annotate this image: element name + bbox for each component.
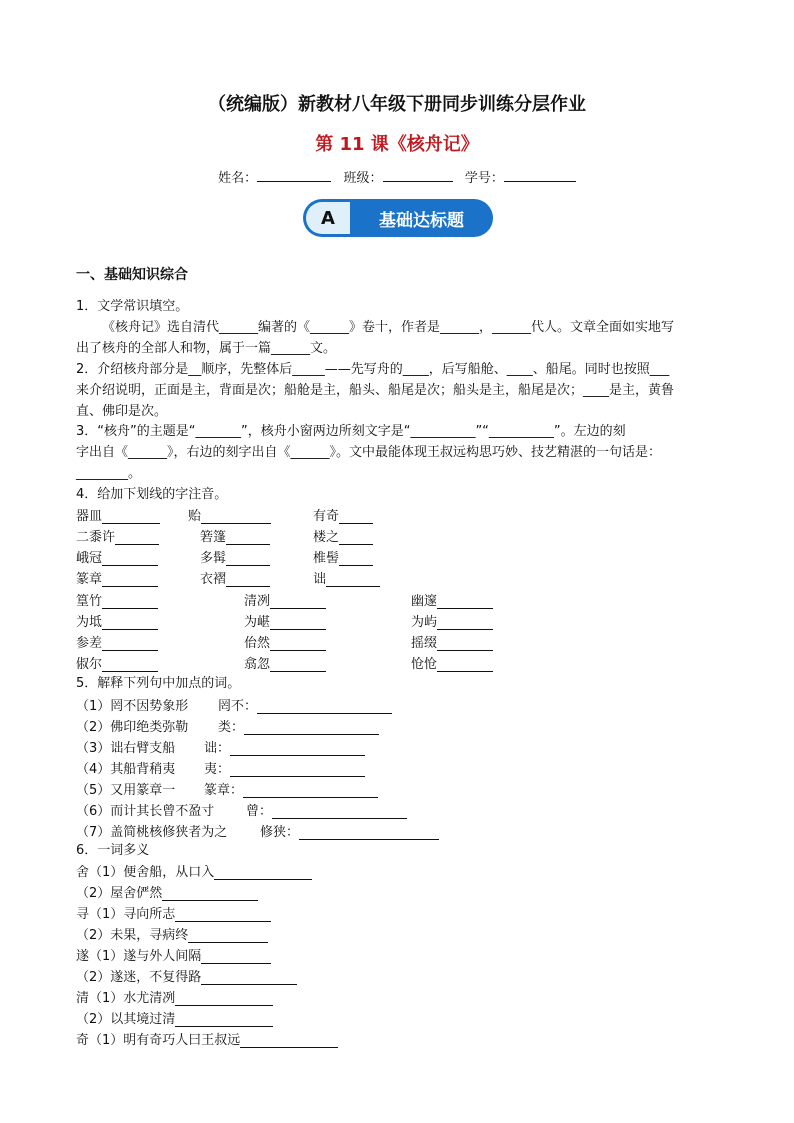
explain-answer: 罔不： bbox=[218, 695, 392, 714]
pinyin-item: 为屿 bbox=[411, 611, 493, 630]
id-blank[interactable] bbox=[504, 168, 576, 182]
pinyin-item: 有奇 bbox=[313, 505, 373, 524]
polysemy-item: 清（1）水尤清冽 bbox=[76, 987, 273, 1006]
polysemy-item: （2）屋舍俨然 bbox=[76, 882, 258, 901]
q1-line: 《核舟记》选自清代______编著的《______》卷十，作者是______，______代人。文章全面如实地写 bbox=[102, 320, 675, 335]
pinyin-item: 峨冠 bbox=[76, 547, 158, 566]
q3-line: 3．“核舟”的主题是“_______”，核舟小窗两边所刻文字是“__________”“__________”。左边的刻 bbox=[76, 424, 626, 439]
pinyin-item: 楼之 bbox=[313, 526, 373, 545]
name-label: 姓名： bbox=[218, 171, 258, 186]
pinyin-item: 二黍许 bbox=[76, 526, 159, 545]
pinyin-item: 为坻 bbox=[76, 611, 158, 630]
q2-line: 来介绍说明，正面是主，背面是次；船舱是主，船头、船尾是次；船头是主，船尾是次；____是主，黄鲁 bbox=[76, 383, 675, 398]
id-label: 学号： bbox=[464, 171, 504, 186]
polysemy-item: 奇（1）明有奇巧人曰王叔远 bbox=[76, 1029, 338, 1048]
explain-answer: 篆章： bbox=[204, 779, 378, 798]
pinyin-item: 幽邃 bbox=[411, 590, 493, 609]
level-text: 基础达标题 bbox=[379, 210, 464, 231]
q6-title: 6．一词多义 bbox=[76, 843, 150, 858]
explain-answer: 曾： bbox=[246, 800, 407, 819]
polysemy-item: （2）以其境过清 bbox=[76, 1008, 273, 1027]
pinyin-item: 贻 bbox=[188, 505, 271, 524]
level-badge bbox=[303, 199, 493, 237]
pinyin-item: 俶尔 bbox=[76, 653, 158, 672]
explain-answer: 类： bbox=[218, 716, 379, 735]
explain-item: （3）诎右臂支船 bbox=[76, 741, 176, 756]
pinyin-item: 器皿 bbox=[76, 505, 160, 524]
pinyin-item: 怆怆 bbox=[411, 653, 493, 672]
polysemy-item: （2）未果，寻病终 bbox=[76, 924, 268, 943]
pinyin-item: 衣褶 bbox=[200, 568, 270, 587]
pinyin-item: 篆章 bbox=[76, 568, 158, 587]
pinyin-item: 清冽 bbox=[244, 590, 326, 609]
polysemy-item: 寻（1）寻向所志 bbox=[76, 903, 271, 922]
explain-item: （7）盖简桃核修狭者为之 bbox=[76, 825, 228, 840]
explain-item: （6）而计其长曾不盈寸 bbox=[76, 804, 215, 819]
polysemy-item: 舍（1）便舍船，从口入 bbox=[76, 861, 312, 880]
pinyin-item: 佁然 bbox=[244, 632, 326, 651]
pinyin-item: 参差 bbox=[76, 632, 158, 651]
section-heading: 一、基础知识综合 bbox=[76, 267, 188, 283]
pinyin-item: 摇缀 bbox=[411, 632, 493, 651]
explain-answer: 修狭： bbox=[260, 821, 439, 840]
explain-item: （4）其船背稍夷 bbox=[76, 762, 176, 777]
q4-title: 4．给加下划线的字注音。 bbox=[76, 487, 228, 502]
class-blank[interactable] bbox=[383, 168, 453, 182]
pinyin-item: 翕忽 bbox=[244, 653, 326, 672]
name-blank[interactable] bbox=[257, 168, 331, 182]
polysemy-item: 遂（1）遂与外人间隔 bbox=[76, 945, 271, 964]
q5-title: 5．解释下列句中加点的词。 bbox=[76, 676, 241, 691]
polysemy-item: （2）遂迷，不复得路 bbox=[76, 966, 297, 985]
level-letter: A bbox=[306, 202, 350, 234]
explain-item: （1）罔不因势象形 bbox=[76, 699, 189, 714]
pinyin-item: 篁竹 bbox=[76, 590, 158, 609]
student-info-row bbox=[0, 167, 794, 186]
explain-item: （5）又用篆章一 bbox=[76, 783, 176, 798]
q2-line: 2．介绍核舟部分是__顺序，先整体后_____——先写舟的____，后写船舱、____、船尾。同时也按照___ bbox=[76, 362, 670, 377]
page-title: （统编版）新教材八年级下册同步训练分层作业 bbox=[208, 94, 586, 115]
q1-line: 出了核舟的全部人和物，属于一篇______文。 bbox=[76, 341, 337, 356]
lesson-title: 第 11 课《核舟记》 bbox=[315, 134, 479, 155]
pinyin-item: 诎 bbox=[313, 568, 380, 587]
q3-line: ________。 bbox=[76, 466, 142, 481]
class-label: 班级： bbox=[343, 171, 383, 186]
pinyin-item: 椎髻 bbox=[313, 547, 373, 566]
pinyin-item: 为嵁 bbox=[244, 611, 326, 630]
pinyin-item: 多髯 bbox=[200, 547, 270, 566]
q1-title: 1．文学常识填空。 bbox=[76, 299, 189, 314]
pinyin-item: 箬篷 bbox=[200, 526, 270, 545]
q2-line: 直、佛印是次。 bbox=[76, 404, 168, 419]
q3-line: 字出自《______》，右边的刻字出自《______》。文中最能体现王叔远构思巧妙、技艺精湛的一句话是： bbox=[76, 445, 662, 460]
explain-answer: 夷： bbox=[204, 758, 365, 777]
explain-answer: 诎： bbox=[204, 737, 365, 756]
explain-item: （2）佛印绝类弥勒 bbox=[76, 720, 189, 735]
